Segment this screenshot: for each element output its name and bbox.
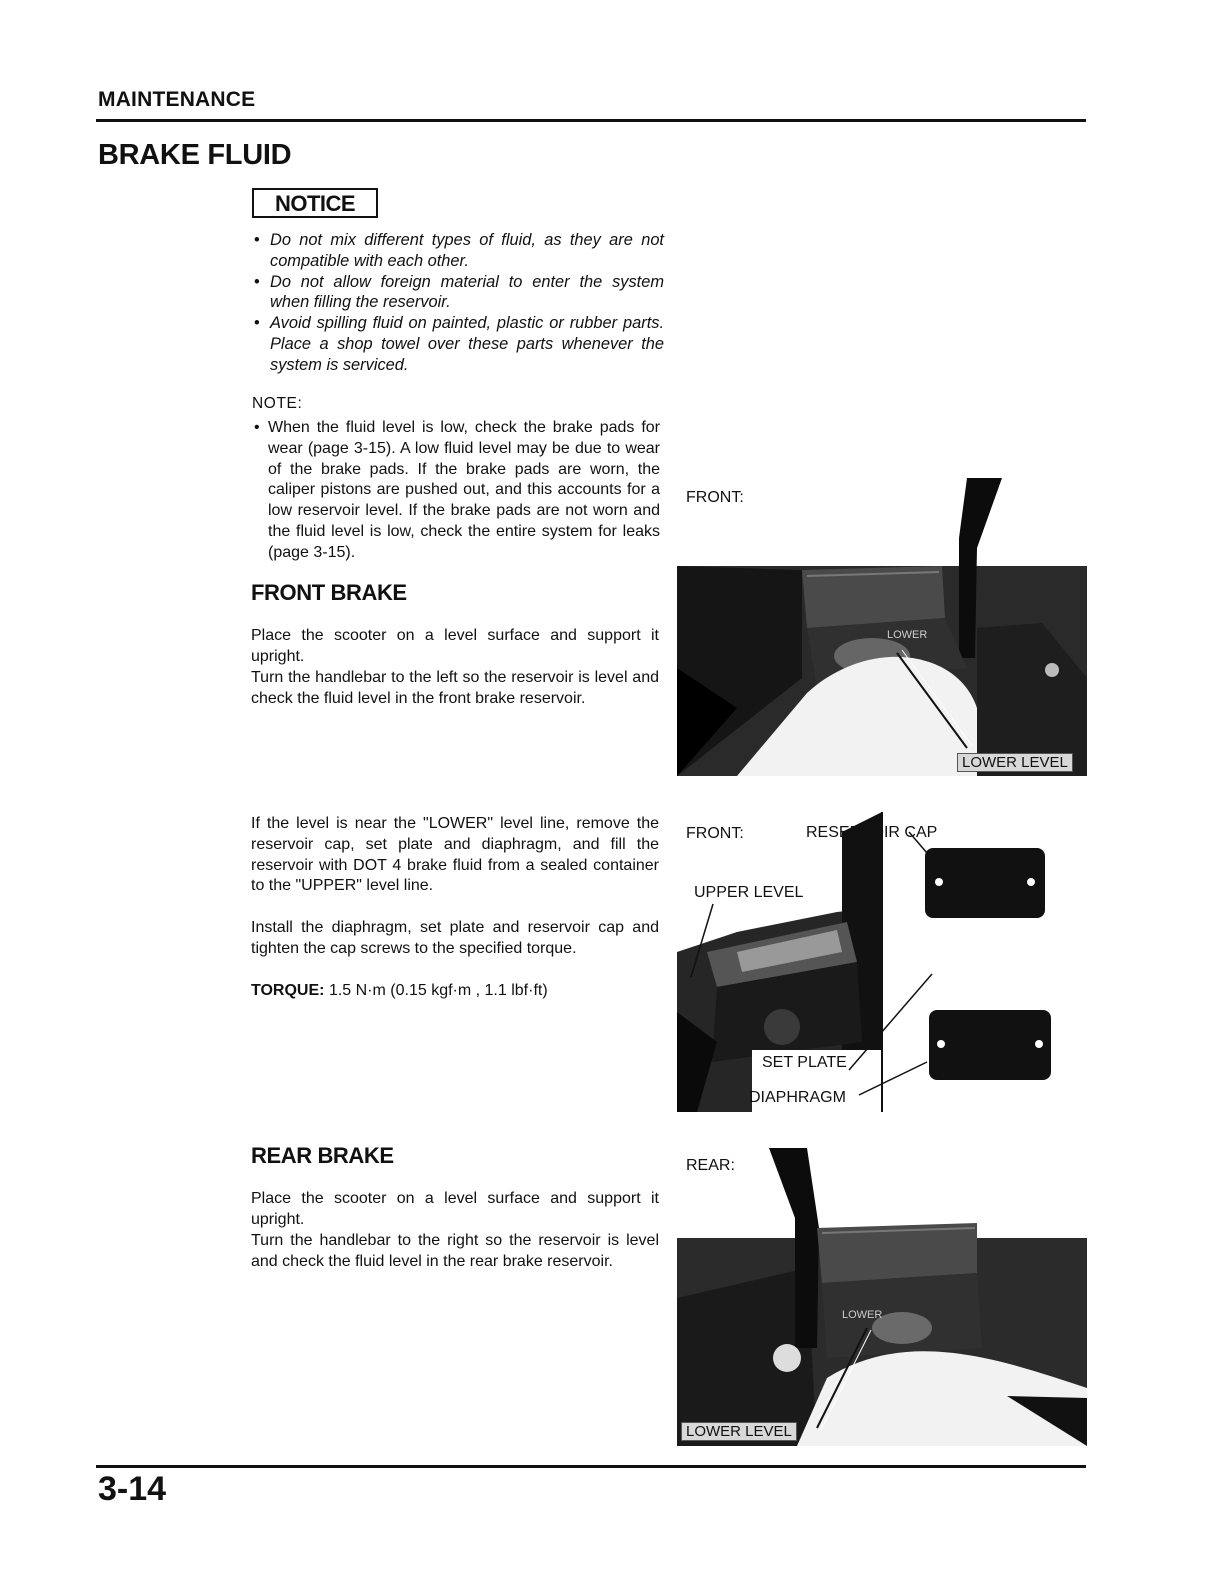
notice-badge: NOTICE bbox=[252, 188, 378, 218]
torque-label: TORQUE: bbox=[251, 982, 325, 999]
fig1-illustration bbox=[677, 478, 1087, 776]
fig2-caption: FRONT: bbox=[686, 825, 744, 842]
fig3-illustration bbox=[677, 1148, 1087, 1446]
fig2-reservoir-parts-photo bbox=[677, 812, 1087, 1112]
torque-spec bbox=[251, 981, 659, 1002]
notice-item: • Do not allow foreign material to enter the system when filling the reservoir. bbox=[254, 272, 664, 314]
note-list bbox=[254, 418, 660, 564]
fig1-caption: FRONT: bbox=[686, 489, 744, 506]
bottom-divider bbox=[96, 1465, 1086, 1468]
front-brake-text-2: Turn the handlebar to the left so the reservoir is level and check the fluid level in the front brake reservoir. bbox=[251, 669, 659, 707]
refill-text-1: If the level is near the "LOWER" level line, remove the reservoir cap, set plate and diaphragm, and fill the reservoir with DOT 4 brake fluid from a sealed container to the "UPPER" level line. bbox=[251, 815, 659, 895]
fig3-lower-level-label: LOWER LEVEL bbox=[681, 1422, 797, 1441]
fig1-front-reservoir-photo bbox=[677, 478, 1087, 776]
refill-text-2: Install the diaphragm, set plate and reservoir cap and tighten the cap screws to the specified torque. bbox=[251, 919, 659, 957]
note-label: NOTE: bbox=[252, 395, 303, 412]
torque-value: 1.5 N·m (0.15 kgf·m , 1.1 lbf·ft) bbox=[328, 982, 548, 999]
rear-brake-text-1: Place the scooter on a level surface and support it upright. bbox=[251, 1190, 659, 1228]
section-header: MAINTENANCE bbox=[98, 88, 256, 111]
rear-brake-text-2: Turn the handlebar to the right so the reservoir is level and check the fluid level in the rear brake reservoir. bbox=[251, 1232, 659, 1270]
rear-brake-heading: REAR BRAKE bbox=[251, 1143, 394, 1168]
fig3-lower-mark: LOWER bbox=[842, 1309, 883, 1321]
fig2-illustration bbox=[677, 812, 1087, 1112]
page-number: 3-14 bbox=[98, 1470, 167, 1508]
fig3-caption: REAR: bbox=[686, 1157, 735, 1174]
fig2-set-plate-label: SET PLATE bbox=[762, 1054, 847, 1071]
fig2-upper-level-label: UPPER LEVEL bbox=[694, 884, 804, 901]
fig2-reservoir-cap-label: RESERVOIR CAP bbox=[806, 824, 938, 841]
fig3-rear-reservoir-photo bbox=[677, 1148, 1087, 1446]
fig2-diaphragm-label: DIAPHRAGM bbox=[749, 1089, 846, 1106]
notice-list bbox=[254, 230, 664, 376]
notice-item: • Avoid spilling fluid on painted, plastic or rubber parts. Place a shop towel over these parts whenever the system is serviced. bbox=[254, 313, 664, 375]
notice-item: • Do not mix different types of fluid, as they are not compatible with each other. bbox=[254, 230, 664, 272]
front-brake-heading: FRONT BRAKE bbox=[251, 580, 407, 605]
front-brake-text-1: Place the scooter on a level surface and support it upright. bbox=[251, 627, 659, 665]
fig1-lower-mark: LOWER bbox=[887, 629, 928, 641]
page-title: BRAKE FLUID bbox=[98, 139, 292, 171]
fig1-lower-level-label: LOWER LEVEL bbox=[957, 753, 1073, 772]
note-item: • When the fluid level is low, check the brake pads for wear (page 3-15). A low fluid level may be due to wear of the brake pads. If the brake pads are worn, the caliper pistons are pushed out, and this accounts for a low reservoir level. If the brake pads are not worn and the fluid level is low, check the entire system for leaks (page 3-15). bbox=[254, 418, 660, 564]
top-divider bbox=[96, 119, 1086, 122]
